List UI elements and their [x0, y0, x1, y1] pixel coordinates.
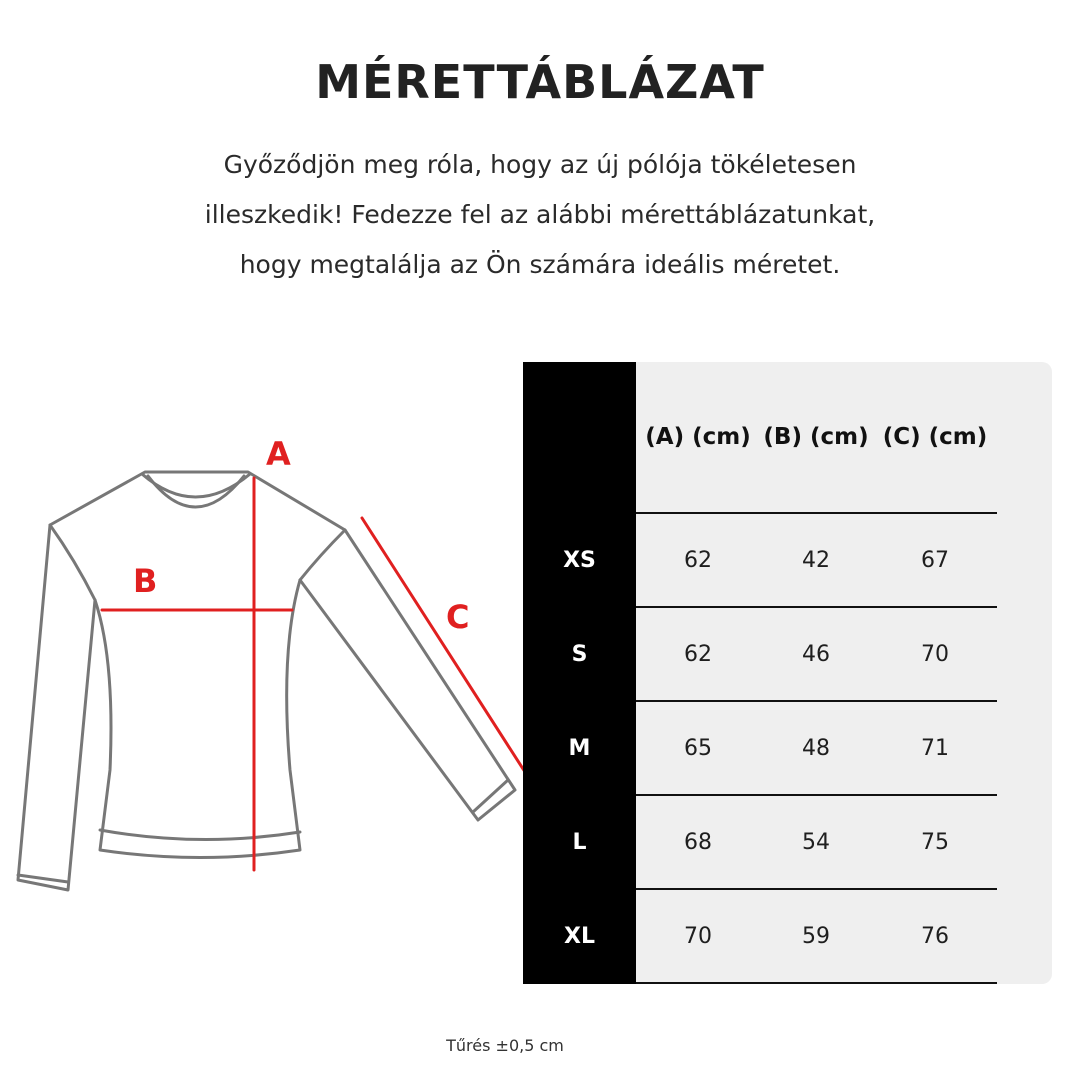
- size-label: L: [572, 830, 587, 855]
- size-label: S: [571, 642, 588, 667]
- label-a: A: [266, 435, 291, 473]
- value-c: 71: [921, 736, 949, 761]
- table-row: [523, 608, 997, 702]
- value-a: 62: [684, 548, 712, 573]
- value-b: 46: [802, 642, 830, 667]
- shirt-outline-icon: [18, 472, 515, 890]
- tolerance-note: Tűrés ±0,5 cm: [446, 1036, 564, 1055]
- table-row: [523, 796, 997, 890]
- label-c: C: [446, 598, 470, 636]
- row-divider: [636, 982, 997, 984]
- header-b: (B) (cm): [763, 424, 869, 450]
- value-b: 59: [802, 924, 830, 949]
- size-label: XL: [564, 924, 595, 949]
- value-b: 42: [802, 548, 830, 573]
- intro-line-3: hogy megtalálja az Ön számára ideális méretet.: [239, 250, 841, 279]
- value-a: 68: [684, 830, 712, 855]
- size-table: [523, 362, 1052, 984]
- table-row: [523, 890, 997, 984]
- header-a: (A) (cm): [645, 424, 751, 450]
- value-c: 67: [921, 548, 949, 573]
- intro-line-2: illeszkedik! Fedezze fel az alábbi mérettáblázatunkat,: [204, 200, 876, 229]
- value-b: 54: [802, 830, 830, 855]
- shirt-diagram: [0, 420, 540, 920]
- value-c: 75: [921, 830, 949, 855]
- table-row: [523, 702, 997, 796]
- page-title: MÉRETTÁBLÁZAT: [315, 55, 765, 109]
- label-b: B: [133, 562, 158, 600]
- table-row: [523, 514, 997, 608]
- value-a: 70: [684, 924, 712, 949]
- value-a: 65: [684, 736, 712, 761]
- value-c: 70: [921, 642, 949, 667]
- value-c: 76: [921, 924, 949, 949]
- intro-line-1: Győződjön meg róla, hogy az új pólója tökéletesen: [223, 150, 857, 179]
- header-c: (C) (cm): [882, 424, 988, 450]
- value-b: 48: [802, 736, 830, 761]
- intro-text: [130, 140, 950, 290]
- size-label: M: [568, 736, 591, 761]
- measure-lines: [102, 478, 525, 870]
- size-label: XS: [563, 548, 596, 573]
- value-a: 62: [684, 642, 712, 667]
